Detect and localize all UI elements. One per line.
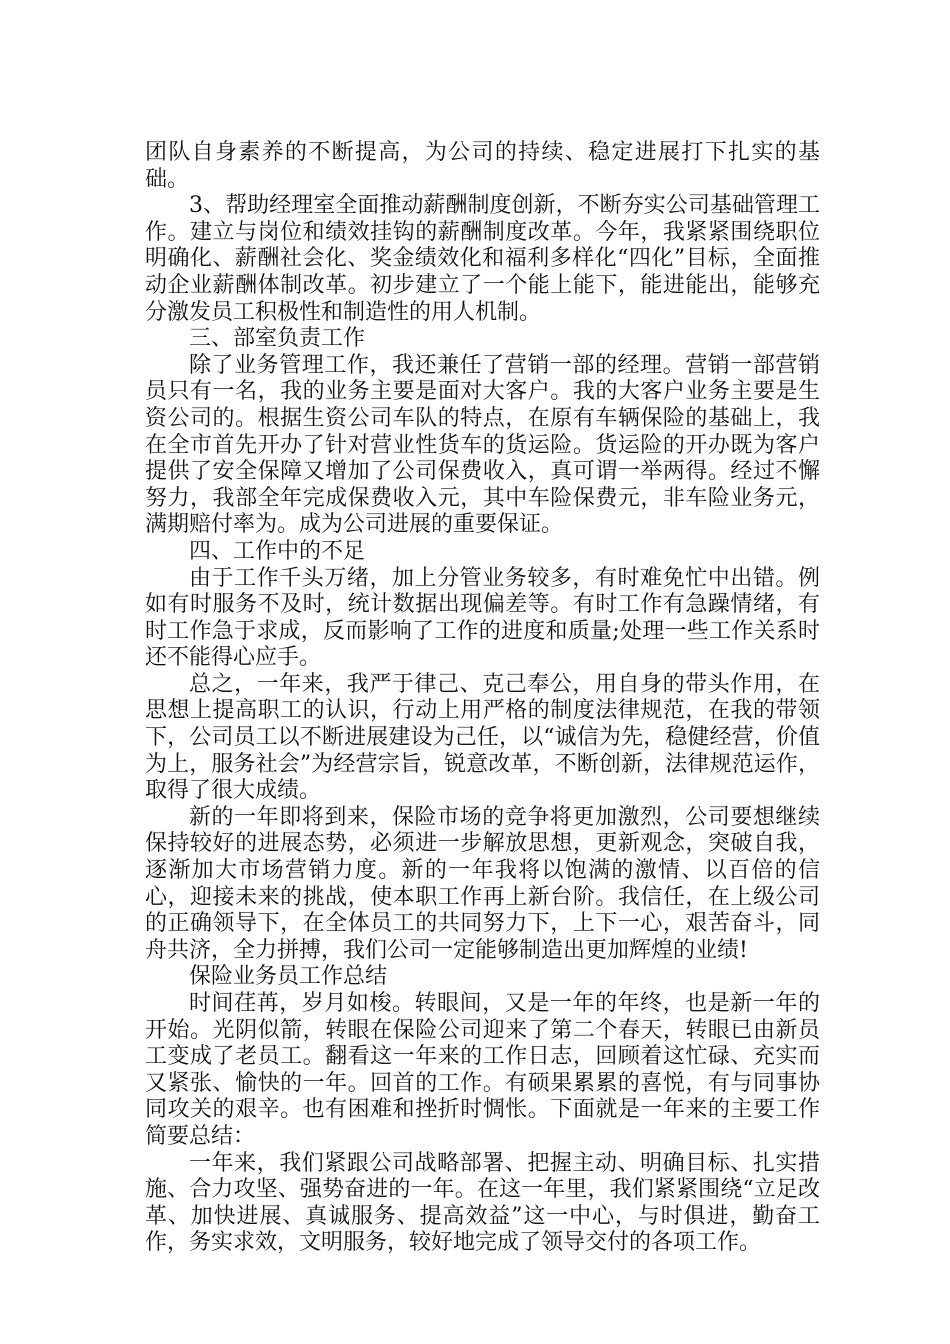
paragraph-summary: 总之，一年来，我严于律己、克己奉公，用自身的带头作用，在思想上提高职工的认识，行动上用严格的制度法律规范，在我的带领下，公司员工以不断进展建设为己任，以“诚信为先，稳健经营，价值为上，服务社会”为经营宗旨，锐意改革，不断创新，法律规范运作，取得了很大成绩。 bbox=[145, 671, 820, 804]
paragraph-continuation: 团队自身素养的不断提高，为公司的持续、稳定进展打下扎实的基础。 bbox=[145, 140, 820, 192]
paragraph-shortcomings: 由于工作千头万绪，加上分管业务较多，有时难免忙中出错。例如有时服务不及时，统计数据出现偏差等。有时工作有急躁情绪，有时工作急于求成，反而影响了工作的进度和质量;处理一些工作关系时还不能得心应手。 bbox=[145, 565, 820, 671]
document-section-title: 保险业务员工作总结 bbox=[189, 964, 388, 990]
paragraph-department-work: 除了业务管理工作，我还兼任了营销一部的经理。营销一部营销员只有一名，我的业务主要是面对大客户。我的大客户业务主要是生资公司的。根据生资公司车队的特点，在原有车辆保险的基础上，我在全市首先开办了针对营业性货车的货运险。货运险的开办既为客户提供了安全保障又增加了公司保费收入，真可谓一举两得。经过不懈努力，我部全年完成保费收入元，其中车险保费元，非车险业务元，满期赔付率为。成为公司进展的重要保证。 bbox=[145, 352, 820, 538]
paragraph-year-review-work: 一年来，我们紧跟公司战略部署、把握主动、明确目标、扎实措施、合力攻坚、强势奋进的一年。在这一年里，我们紧紧围绕“立足改革、加快进展、真诚服务、提高效益”这一中心，与时俱进，勤奋工作，务实求效，文明服务，较好地完成了领导交付的各项工作。 bbox=[145, 1150, 820, 1256]
paragraph-year-review-intro: 时间荏苒，岁月如梭。转眼间，又是一年的年终，也是新一年的开始。光阴似箭，转眼在保险公司迎来了第二个春天，转眼已由新员工变成了老员工。翻看这一年来的工作日志，回顾着这忙碌、充实而又紧张、愉快的一年。回首的工作。有硕果累累的喜悦，有与同事协同攻关的艰辛。也有困难和挫折时惆怅。下面就是一年来的主要工作简要总结： bbox=[145, 991, 820, 1149]
paragraph-new-year: 新的一年即将到来，保险市场的竞争将更加激烈，公司要想继续保持较好的进展态势，必须进一步解放思想，更新观念，突破自我，逐渐加大市场营销力度。新的一年我将以饱满的激情、以百倍的信心，迎接未来的挑战，使本职工作再上新台阶。我信任，在上级公司的正确领导下，在全体员工的共同努力下，上下一心，艰苦奋斗，同舟共济，全力拼搏，我们公司一定能够制造出更加辉煌的业绩! bbox=[145, 804, 820, 963]
paragraph-salary-reform: 3、帮助经理室全面推动薪酬制度创新，不断夯实公司基础管理工作。建立与岗位和绩效挂钩的薪酬制度改革。今年，我紧紧围绕职位明确化、薪酬社会化、奖金绩效化和福利多样化“四化”目标，全面推动企业薪酬体制改革。初步建立了一个能上能下，能进能出，能够充分激发员工积极性和制造性的用人机制。 bbox=[145, 193, 820, 325]
document-page bbox=[145, 140, 820, 1257]
section-heading-shortcomings: 四、工作中的不足 bbox=[189, 538, 366, 564]
section-heading-department-work: 三、部室负责工作 bbox=[189, 326, 366, 352]
